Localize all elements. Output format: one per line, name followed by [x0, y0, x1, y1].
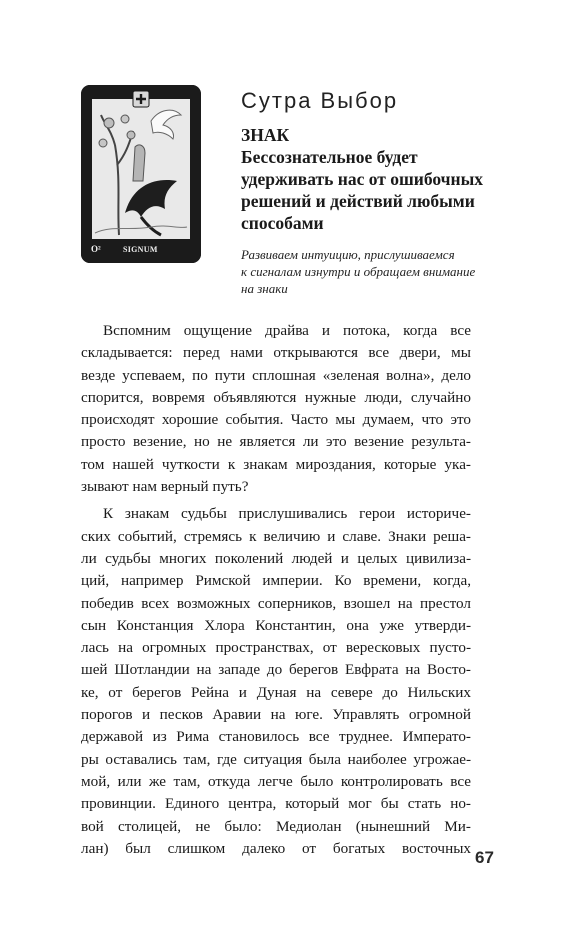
- subtitle-line: на знаки: [241, 281, 288, 296]
- text-line: К знакам судьбы прислушивались герои историче-: [103, 505, 471, 523]
- subtitle-line: к сигналам изнутри и обращаем внимание: [241, 264, 476, 279]
- section-subtitle: [241, 246, 503, 297]
- paragraph-1: [81, 320, 471, 498]
- oracle-card-image: [81, 85, 201, 263]
- text-line: державой из Рима становилось все труднее. Императо-: [81, 728, 471, 746]
- text-line: просто везение, но не является ли это везение результа-: [81, 433, 471, 451]
- text-line: ций, например Римской империи. Ко времени, когда,: [81, 572, 471, 590]
- text-line: зывают нам верный путь?: [81, 478, 249, 496]
- text-line: том нашей чуткости к знакам мироздания, которые ука-: [81, 455, 471, 473]
- section-heading: [241, 124, 503, 234]
- paragraph-2: [81, 503, 471, 860]
- text-line: лась на огромных пространствах, от вересковых пусто-: [81, 639, 471, 657]
- heading-line: решений и действий любыми: [241, 191, 475, 211]
- text-line: везде успеваем, по пути сплошная «зеленая волна», дело: [81, 366, 471, 384]
- text-line: провинции. Единого центра, который мог бы стать но-: [81, 795, 471, 813]
- text-line: вой столицей, не было: Медиолан (нынешний Ми-: [81, 817, 471, 835]
- text-line: победив всех возможных соперников, взошел на престол: [81, 594, 471, 612]
- body-text: [81, 320, 471, 860]
- text-line: сын Констанция Хлора Константин, она уже утверди-: [81, 616, 471, 634]
- text-line: ских событий, стремясь к величию и славе. Знаки реша-: [81, 527, 471, 545]
- text-line: Вспомним ощущение драйва и потока, когда все: [103, 322, 471, 339]
- text-line: происходят хорошие события. Часто мы думаем, что это: [81, 411, 471, 429]
- text-line: мой, или же там, откуда легче было контролировать все: [81, 772, 471, 790]
- text-line: ке, от берегов Рейна и Дуная на севере до Нильских: [81, 683, 471, 701]
- heading-line: ЗНАК: [241, 125, 290, 145]
- text-line: ры оставались там, где ситуация была наиболее угрожае-: [81, 750, 471, 768]
- subtitle-line: Развиваем интуицию, прислушиваемся: [241, 247, 455, 262]
- heading-line: Бессознательное будет: [241, 147, 418, 167]
- heading-line: удерживать нас от ошибочных: [241, 169, 484, 189]
- text-line: лан) был слишком далеко от богатых восточных: [81, 839, 471, 857]
- text-line: складывается: перед нами открываются все двери, мы: [81, 344, 471, 362]
- text-line: шей Шотландии на западе до берегов Евфрата на Восто-: [81, 661, 471, 679]
- card-number: O²: [91, 244, 101, 254]
- text-line: спорится, вовремя объявляются нужные люди, случайно: [81, 388, 471, 406]
- card-illustration: [81, 85, 201, 263]
- page-number: 67: [475, 848, 494, 867]
- text-line: порогов и песков Аравии на юге. Управлять огромной: [81, 706, 471, 724]
- card-subtitle: SIGNUM: [123, 245, 158, 254]
- sutra-title: Сутра Выбор: [241, 88, 399, 113]
- text-line: ли судьбы многих поколений людей и целых цивилиза-: [81, 549, 471, 567]
- heading-line: способами: [241, 213, 324, 233]
